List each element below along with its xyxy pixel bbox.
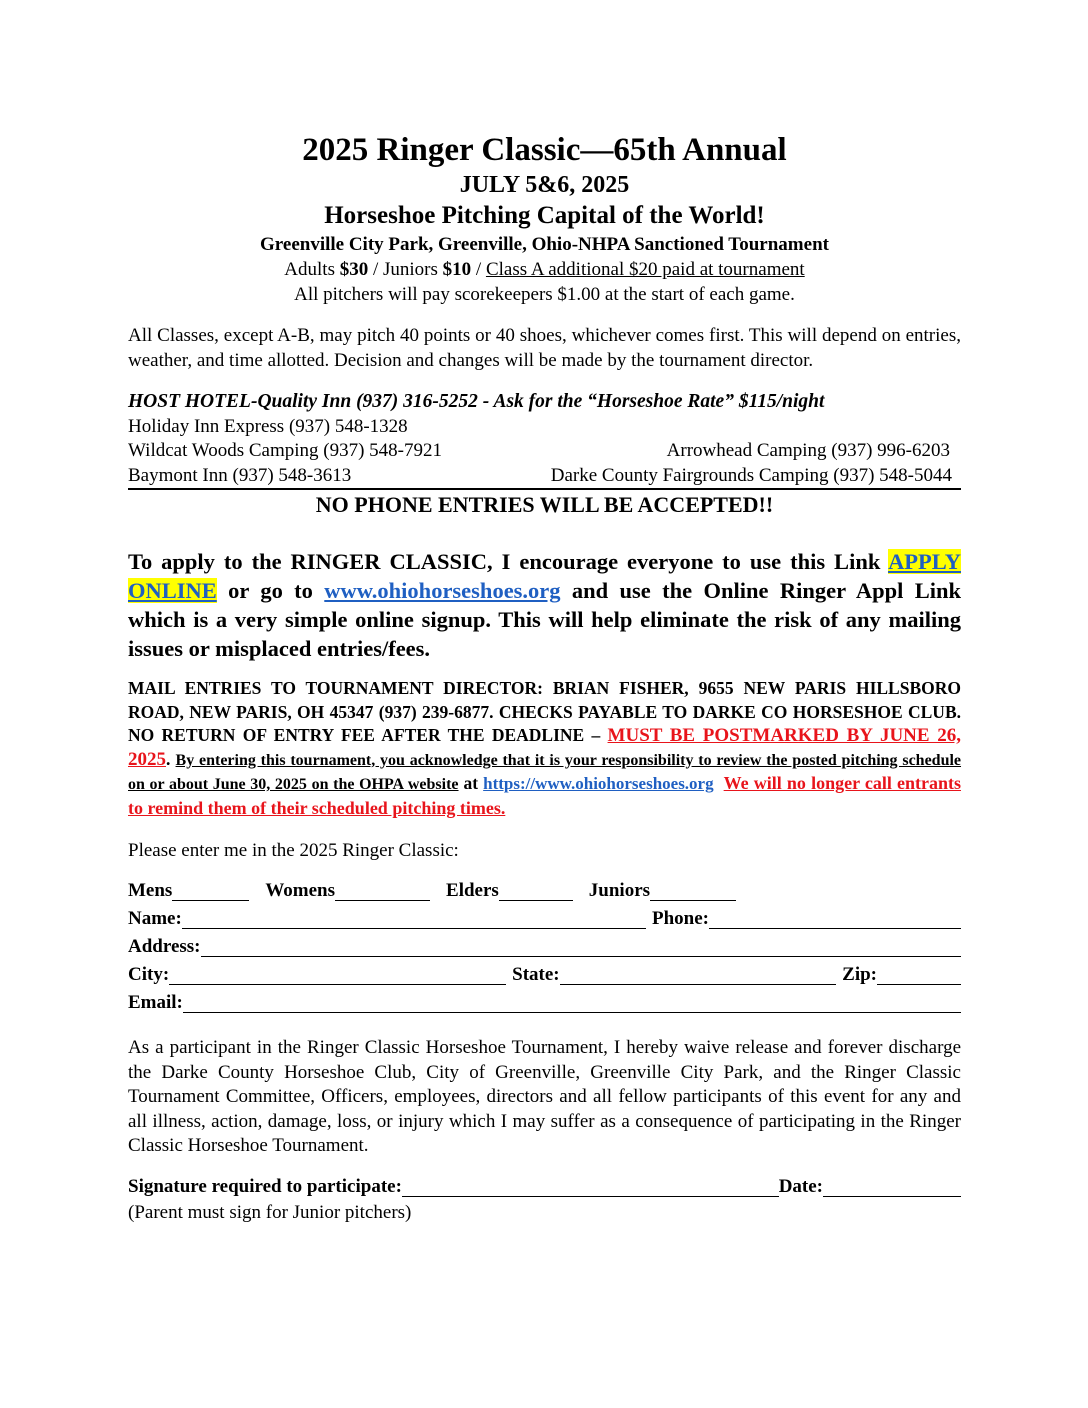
address-field[interactable] (201, 936, 962, 957)
juniors-field[interactable] (650, 880, 736, 901)
apply-paragraph (128, 547, 961, 663)
zip-field[interactable] (877, 964, 961, 985)
mail-entries-paragraph (128, 677, 961, 820)
juniors-label: Juniors (588, 880, 651, 901)
name-row (128, 905, 961, 933)
no-phone-notice: NO PHONE ENTRIES WILL BE ACCEPTED!! (315, 492, 774, 517)
email-row (128, 989, 961, 1017)
fees-adults: $30 (339, 259, 369, 280)
mens-field[interactable] (172, 880, 249, 901)
elders-label: Elders (446, 880, 499, 901)
fees-line (128, 257, 961, 282)
apply-online-link[interactable]: APPLY ONLINE (128, 549, 961, 603)
phone-label: Phone: (652, 908, 709, 929)
womens-label: Womens (265, 880, 336, 901)
apply-intro: To apply to the RINGER CLASSIC, I encourage everyone to use this Link (128, 549, 889, 574)
enter-me-line: Please enter me in the 2025 Ringer Classic: (128, 840, 459, 861)
arrowhead-camping: Arrowhead Camping (937) 996-6203 (666, 440, 950, 461)
apply-or-go: or go to (216, 578, 325, 603)
name-field[interactable] (182, 908, 646, 929)
ohio-horseshoes-link[interactable]: www.ohiohorseshoes.org (324, 578, 561, 603)
parent-signature-note: (Parent must sign for Junior pitchers) (128, 1201, 412, 1223)
lodging-row-2 (128, 439, 961, 464)
city-row (128, 961, 961, 989)
womens-field[interactable] (335, 880, 430, 901)
signature-field[interactable] (402, 1176, 779, 1197)
darke-fairgrounds-camping: Darke County Fairgrounds Camping (937) 548-5044 (550, 464, 952, 486)
fees-adults-label: Adults (284, 259, 340, 280)
mail-text: MAIL ENTRIES TO TOURNAMENT DIRECTOR: BRIAN FISHER, 9655 NEW PARIS HILLSBORO ROAD, NEW PARIS, OH 45347 (937) 239-6877. CHECKS PAYABLE TO DARKE CO HORSESHOE CLUB. NO RETURN OF ENTRY FEE AFTER THE DEADLINE – (128, 678, 961, 745)
wildcat-camping: Wildcat Woods Camping (937) 548-7921 (128, 440, 442, 461)
host-hotel: HOST HOTEL-Quality Inn (937) 316-5252 - Ask for the “Horseshoe Rate” $115/night (128, 391, 825, 412)
address-label: Address: (128, 936, 201, 957)
phone-field[interactable] (709, 908, 961, 929)
signature-row (128, 1173, 961, 1201)
division-row (128, 877, 961, 905)
mail-at: at (458, 773, 484, 793)
name-label: Name: (128, 908, 182, 929)
tournament-dates: JULY 5&6, 2025 (459, 172, 630, 198)
page-title: 2025 Ringer Classic—65th Annual (302, 132, 787, 168)
email-field[interactable] (183, 992, 961, 1013)
baymont-inn: Baymont Inn (937) 548-3613 (128, 464, 352, 486)
email-label: Email: (128, 992, 183, 1013)
city-label: City: (128, 964, 170, 985)
waiver-paragraph: As a participant in the Ringer Classic Horseshoe Tournament, I hereby waive release and forever discharge the Darke County Horseshoe Club, City of Greenville, Greenville City Park, and the Ringer Classic Tournament Committee, Officers, employees, directors and all fellow participants of this event for any and all illness, action, damage, loss, or injury which I may suffer as a consequence of participating in the Ringer Classic Horseshoe Tournament. (128, 1037, 961, 1156)
ohpa-website-link[interactable]: https://www.ohiohorseshoes.org (483, 774, 714, 793)
signature-block (128, 1173, 961, 1201)
rules-paragraph: All Classes, except A-B, may pitch 40 points or 40 shoes, whichever comes first. This will depend on entries, weather, and time allotted. Decision and changes will be made by the tournament director. (128, 325, 961, 371)
city-field[interactable] (169, 964, 506, 985)
date-field[interactable] (823, 1176, 961, 1197)
fees-juniors: $10 (442, 259, 472, 280)
signature-label: Signature required to participate: (128, 1175, 402, 1197)
capital-slogan: Horseshoe Pitching Capital of the World! (324, 202, 765, 229)
fees-class-a: Class A additional $20 paid at tournament (485, 259, 805, 280)
address-row (128, 933, 961, 961)
state-field[interactable] (560, 964, 837, 985)
fees-juniors-label: / Juniors (368, 259, 443, 280)
holiday-inn: Holiday Inn Express (937) 548-1328 (128, 415, 408, 437)
lodging-row-3 (128, 464, 961, 491)
no-reminder-warning: We will no longer call entrants to remind them of their scheduled pitching times. (128, 773, 961, 818)
mail-period: . (166, 748, 176, 769)
schedule-acknowledgement: By entering this tournament, you acknowledge that it is your responsibility to review the posted pitching schedule on or about June 30, 2025 on the OHPA website (128, 751, 962, 793)
lodging-block (128, 390, 961, 490)
date-label: Date: (778, 1175, 823, 1197)
entry-form-page (128, 128, 961, 1225)
entry-form (128, 877, 961, 1017)
zip-label: Zip: (842, 964, 877, 985)
elders-field[interactable] (499, 880, 573, 901)
fees-sep: / (471, 259, 486, 280)
state-label: State: (512, 964, 560, 985)
postmark-deadline: MUST BE POSTMARKED BY JUNE 26, 2025 (128, 725, 961, 770)
scorekeepers-line: All pitchers will pay scorekeepers $1.00 at the start of each game. (294, 284, 795, 305)
mens-label: Mens (128, 880, 173, 901)
apply-rest: and use the Online Ringer Appl Link which is a very simple online signup. This will help eliminate the risk of any mailing issues or misplaced entries/fees. (128, 578, 961, 661)
venue-line: Greenville City Park, Greenville, Ohio-NHPA Sanctioned Tournament (260, 234, 829, 255)
